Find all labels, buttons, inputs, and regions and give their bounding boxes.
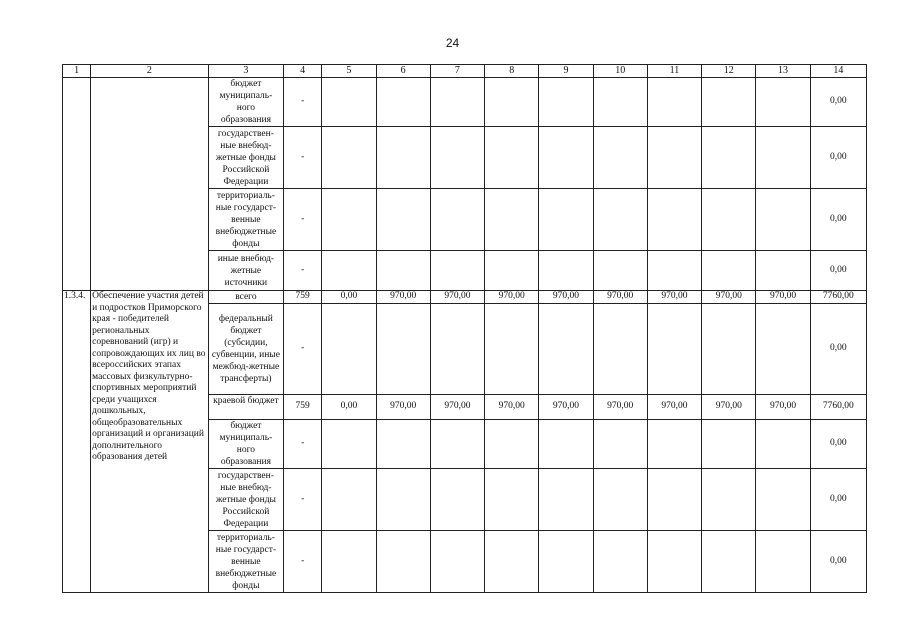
value-cell: - [284,127,322,189]
value-cell [593,531,647,593]
header-cell: 4 [284,65,322,78]
value-cell [430,189,484,251]
header-cell: 13 [756,65,810,78]
value-cell: - [284,251,322,291]
value-cell [593,420,647,469]
source-cell: бюджет муниципаль-ного образования [208,78,283,127]
value-cell [376,531,430,593]
value-cell [539,420,593,469]
value-cell [702,251,756,291]
value-cell: - [284,420,322,469]
value-cell: 970,00 [647,395,701,420]
value-cell [593,469,647,531]
value-cell: 0,00 [810,531,866,593]
header-cell: 5 [322,65,376,78]
value-cell [322,78,376,127]
header-cell: 1 [63,65,91,78]
value-cell [756,531,810,593]
value-cell [593,189,647,251]
value-cell: - [284,469,322,531]
value-cell: 0,00 [810,189,866,251]
value-cell: 970,00 [430,395,484,420]
value-cell [539,469,593,531]
source-cell: иные внебюд-жетные источники [208,251,283,291]
value-cell: 970,00 [539,395,593,420]
header-cell: 14 [810,65,866,78]
value-cell: 970,00 [485,395,539,420]
value-cell: 7760,00 [810,395,866,420]
header-cell: 9 [539,65,593,78]
value-cell [647,78,701,127]
header-cell: 7 [430,65,484,78]
value-cell [593,251,647,291]
value-cell [322,304,376,395]
value-cell: 0,00 [810,127,866,189]
source-cell: всего [208,291,283,304]
value-cell [322,469,376,531]
header-cell: 3 [208,65,283,78]
value-cell [430,127,484,189]
header-row [63,65,867,78]
value-cell: 7760,00 [810,291,866,304]
value-cell: 970,00 [430,291,484,304]
value-cell [485,304,539,395]
value-cell: - [284,189,322,251]
source-cell: федеральный бюджет (субсидии, субвенции, иные межбюд-жетные трансферты) [208,304,283,395]
item-code: 1.3.4. [63,291,91,593]
value-cell [756,251,810,291]
value-cell: 970,00 [756,291,810,304]
value-cell: 0,00 [322,291,376,304]
value-cell [322,189,376,251]
item-name: Обеспечение участия детей и подростков Приморского края - победителей региональных соревнований (игр) и сопровождающих их лиц во всероссийских этапах массовых физкультурно-спортивных мероприятий среди учащихся дошкольных, общеобразовательных организаций и организаций дополнительного образования детей [91,291,209,593]
value-cell [485,420,539,469]
value-cell [756,304,810,395]
header-cell: 8 [485,65,539,78]
value-cell [756,189,810,251]
source-cell: территориаль-ные государст-венные внебюджетные фонды [208,189,283,251]
value-cell: 970,00 [756,395,810,420]
header-cell: 6 [376,65,430,78]
source-cell: государствен-ные внебюд-жетные фонды Российской Федерации [208,469,283,531]
value-cell: 0,00 [810,251,866,291]
value-cell [702,127,756,189]
value-cell [322,420,376,469]
value-cell [702,78,756,127]
header-cell: 12 [702,65,756,78]
value-cell [430,304,484,395]
value-cell [647,420,701,469]
table-row [63,78,867,127]
value-cell [593,304,647,395]
header-cell: 2 [91,65,209,78]
value-cell [647,304,701,395]
budget-table [62,64,867,593]
source-cell: территориаль-ные государст-венные внебюджетные фонды [208,531,283,593]
value-cell [647,531,701,593]
value-cell [322,127,376,189]
value-cell [702,304,756,395]
value-cell [485,469,539,531]
value-cell [647,469,701,531]
value-cell [539,78,593,127]
value-cell [647,251,701,291]
value-cell: 970,00 [647,291,701,304]
value-cell: 0,00 [810,469,866,531]
value-cell [430,420,484,469]
code-cell-empty [63,78,91,291]
value-cell [376,127,430,189]
value-cell [756,127,810,189]
value-cell: 759 [284,291,322,304]
value-cell: 970,00 [702,395,756,420]
value-cell [539,251,593,291]
value-cell [539,531,593,593]
value-cell [430,469,484,531]
value-cell [756,469,810,531]
value-cell [430,78,484,127]
value-cell [647,189,701,251]
value-cell: 0,00 [322,395,376,420]
value-cell [702,469,756,531]
value-cell [756,420,810,469]
value-cell [647,127,701,189]
value-cell [376,304,430,395]
value-cell: 970,00 [539,291,593,304]
name-cell-empty [91,78,209,291]
value-cell [702,420,756,469]
value-cell [539,304,593,395]
value-cell [485,531,539,593]
header-cell: 11 [647,65,701,78]
source-cell: государствен-ные внебюд-жетные фонды Российской Федерации [208,127,283,189]
value-cell [593,127,647,189]
value-cell: 970,00 [376,395,430,420]
value-cell: 970,00 [702,291,756,304]
value-cell [539,189,593,251]
value-cell: - [284,531,322,593]
value-cell [376,78,430,127]
source-cell: бюджет муниципаль-ного образования [208,420,283,469]
table-row [63,291,867,304]
value-cell [485,189,539,251]
value-cell [322,251,376,291]
value-cell [485,78,539,127]
value-cell [756,78,810,127]
value-cell: 970,00 [485,291,539,304]
value-cell [702,189,756,251]
header-cell: 10 [593,65,647,78]
value-cell: 0,00 [810,78,866,127]
value-cell [593,78,647,127]
value-cell [485,127,539,189]
value-cell: 0,00 [810,420,866,469]
value-cell [430,531,484,593]
value-cell: 970,00 [593,395,647,420]
value-cell: 759 [284,395,322,420]
value-cell [430,251,484,291]
value-cell: 0,00 [810,304,866,395]
value-cell [376,251,430,291]
page-number: 24 [445,36,460,50]
value-cell: - [284,78,322,127]
value-cell: 970,00 [593,291,647,304]
value-cell [539,127,593,189]
value-cell [376,469,430,531]
value-cell [376,189,430,251]
value-cell: - [284,304,322,395]
value-cell: 970,00 [376,291,430,304]
value-cell [485,251,539,291]
value-cell [702,531,756,593]
value-cell [322,531,376,593]
source-cell: краевой бюджет [208,395,283,420]
value-cell [376,420,430,469]
